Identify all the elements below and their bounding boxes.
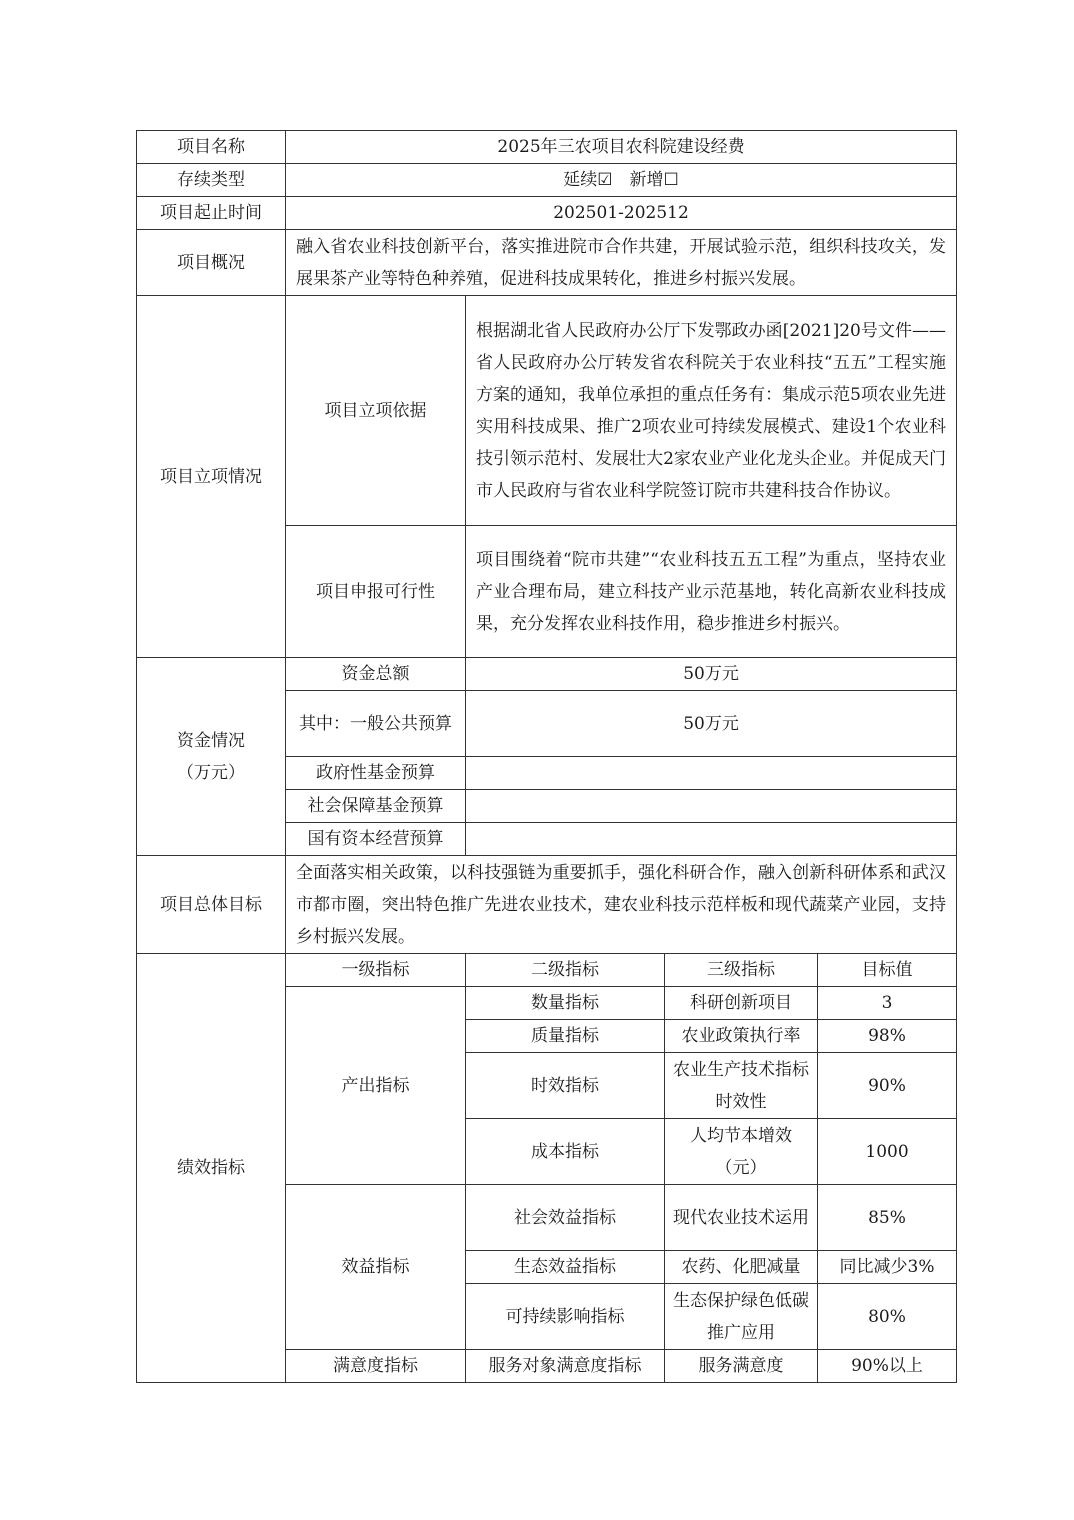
perf-row-l2: 时效指标 — [466, 1053, 665, 1119]
perf-satisfaction-category: 满意度指标 — [286, 1350, 466, 1383]
overview-label: 项目概况 — [137, 230, 286, 296]
setup-label: 项目立项情况 — [137, 296, 286, 658]
perf-row-l3: 现代农业技术运用 — [665, 1185, 818, 1251]
perf-row-target: 98% — [818, 1020, 957, 1053]
period-label: 项目起止时间 — [137, 197, 286, 230]
funding-unit: （万元） — [177, 762, 245, 783]
perf-row-target: 90% — [818, 1053, 957, 1119]
fund-total-label: 资金总额 — [286, 658, 466, 691]
perf-header-l2: 二级指标 — [466, 954, 665, 987]
perf-row-l3: 生态保护绿色低碳推广应用 — [665, 1284, 818, 1350]
fund-total-value: 50万元 — [466, 658, 957, 691]
perf-row-target: 90%以上 — [818, 1350, 957, 1383]
continuity-type-value: 延续☑ 新增☐ — [286, 164, 957, 197]
period-value: 202501-202512 — [286, 197, 957, 230]
perf-header-l1: 一级指标 — [286, 954, 466, 987]
perf-header-l3: 三级指标 — [665, 954, 818, 987]
project-name-value: 2025年三农项目农科院建设经费 — [286, 131, 957, 164]
perf-row-l2: 质量指标 — [466, 1020, 665, 1053]
fund-social-value — [466, 790, 957, 823]
fund-state-label: 国有资本经营预算 — [286, 823, 466, 856]
perf-row-target: 同比减少3% — [818, 1251, 957, 1284]
perf-row-l2: 数量指标 — [466, 987, 665, 1020]
fund-state-value — [466, 823, 957, 856]
perf-benefit-category: 效益指标 — [286, 1185, 466, 1350]
perf-row-l2: 服务对象满意度指标 — [466, 1350, 665, 1383]
perf-row-l2: 生态效益指标 — [466, 1251, 665, 1284]
perf-row-l3: 农业政策执行率 — [665, 1020, 818, 1053]
perf-row-target: 85% — [818, 1185, 957, 1251]
perf-row-target: 3 — [818, 987, 957, 1020]
overview-value: 融入省农业科技创新平台，落实推进院市合作共建，开展试验示范，组织科技攻关，发展果茶产业等特色种养殖，促进科技成果转化，推进乡村振兴发展。 — [286, 230, 957, 296]
funding-label — [137, 658, 286, 856]
perf-row-l2: 社会效益指标 — [466, 1185, 665, 1251]
project-table — [136, 130, 957, 1383]
perf-row-l3: 服务满意度 — [665, 1350, 818, 1383]
setup-basis-value: 根据湖北省人民政府办公厅下发鄂政办函[2021]20号文件——省人民政府办公厅转发省农科院关于农业科技“五五”工程实施方案的通知，我单位承担的重点任务有：集成示范5项农业先进实用科技成果、推广2项农业可持续发展模式、建设1个农业科技引领示范村、发展壮大2家农业产业化龙头企业。并促成天门市人民政府与省农业科学院签订院市共建科技合作协议。 — [466, 296, 957, 526]
perf-row-l3: 农业生产技术指标时效性 — [665, 1053, 818, 1119]
perf-output-category: 产出指标 — [286, 987, 466, 1185]
continuity-type-label: 存续类型 — [137, 164, 286, 197]
perf-header-target: 目标值 — [818, 954, 957, 987]
fund-social-label: 社会保障基金预算 — [286, 790, 466, 823]
fund-general-label: 其中：一般公共预算 — [286, 691, 466, 757]
setup-basis-label: 项目立项依据 — [286, 296, 466, 526]
perf-row-l3: 人均节本增效（元） — [665, 1119, 818, 1185]
overall-goal-value: 全面落实相关政策，以科技强链为重要抓手，强化科研合作，融入创新科研体系和武汉市都市圈，突出特色推广先进农业技术，建农业科技示范样板和现代蔬菜产业园，支持乡村振兴发展。 — [286, 856, 957, 954]
perf-row-target: 1000 — [818, 1119, 957, 1185]
perf-row-l2: 成本指标 — [466, 1119, 665, 1185]
overall-goal-label: 项目总体目标 — [137, 856, 286, 954]
funding-title: 资金情况 — [177, 730, 245, 751]
project-name-label: 项目名称 — [137, 131, 286, 164]
perf-row-l2: 可持续影响指标 — [466, 1284, 665, 1350]
perf-row-l3: 科研创新项目 — [665, 987, 818, 1020]
perf-row-l3: 农药、化肥减量 — [665, 1251, 818, 1284]
performance-label: 绩效指标 — [137, 954, 286, 1383]
feasibility-value: 项目围绕着“院市共建”“农业科技五五工程”为重点，坚持农业产业合理布局，建立科技产业示范基地，转化高新农业科技成果，充分发挥农业科技作用，稳步推进乡村振兴。 — [466, 526, 957, 658]
fund-gov-label: 政府性基金预算 — [286, 757, 466, 790]
perf-row-target: 80% — [818, 1284, 957, 1350]
fund-general-value: 50万元 — [466, 691, 957, 757]
fund-gov-value — [466, 757, 957, 790]
feasibility-label: 项目申报可行性 — [286, 526, 466, 658]
